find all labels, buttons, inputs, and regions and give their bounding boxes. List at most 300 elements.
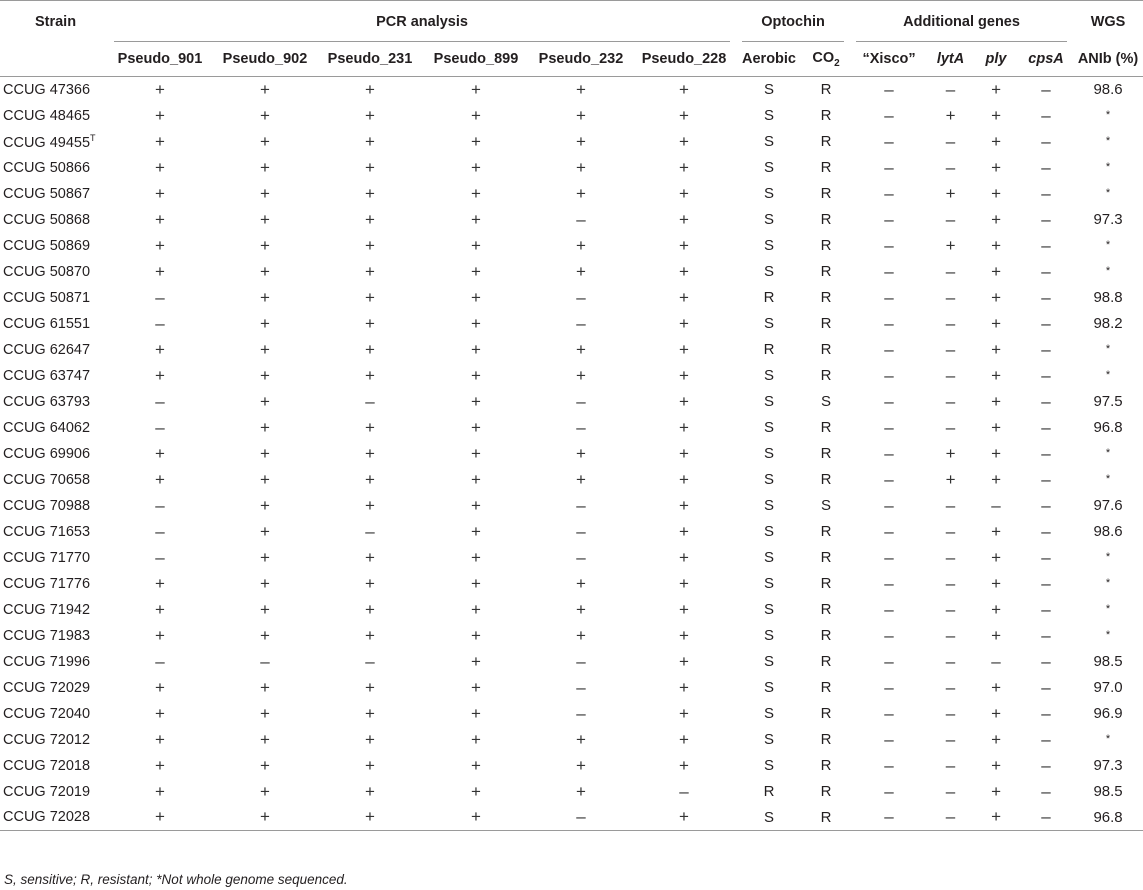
data-cell: + bbox=[471, 417, 481, 437]
data-cell: + bbox=[471, 261, 481, 281]
data-cell: + bbox=[155, 755, 165, 775]
data-cell: + bbox=[155, 79, 165, 99]
data-cell: + bbox=[260, 365, 270, 385]
table-row bbox=[0, 467, 1143, 493]
data-cell: + bbox=[679, 469, 689, 489]
additional-genes-header: Additional genes bbox=[850, 1, 1073, 43]
data-cell: + bbox=[365, 729, 375, 749]
strain-name: CCUG 72029 bbox=[3, 679, 91, 696]
data-cell: R bbox=[820, 107, 832, 124]
data-cell: + bbox=[679, 131, 689, 151]
data-cell: S bbox=[764, 211, 775, 228]
data-cell: + bbox=[576, 339, 586, 359]
data-cell: + bbox=[679, 235, 689, 255]
data-cell: 97.6 bbox=[1093, 497, 1123, 514]
data-cell: – bbox=[884, 495, 894, 515]
data-cell: + bbox=[576, 625, 586, 645]
data-cell: * bbox=[1105, 108, 1111, 121]
data-cell: – bbox=[1041, 313, 1051, 333]
data-cell: + bbox=[991, 105, 1001, 125]
data-cell: * bbox=[1105, 160, 1111, 173]
strain-name: CCUG 69906 bbox=[3, 445, 91, 462]
data-cell: 98.5 bbox=[1093, 653, 1123, 670]
data-cell: – bbox=[945, 209, 956, 229]
strain-name: CCUG 72040 bbox=[3, 705, 91, 722]
data-cell: + bbox=[365, 443, 375, 463]
data-cell: S bbox=[764, 679, 775, 696]
data-cell: – bbox=[576, 417, 586, 437]
data-cell: R bbox=[820, 419, 832, 436]
data-cell: + bbox=[991, 755, 1001, 775]
col-anib: ANIb (%) bbox=[1077, 51, 1139, 67]
data-cell: * bbox=[1105, 576, 1111, 589]
data-cell: R bbox=[820, 237, 832, 254]
data-cell: S bbox=[764, 497, 775, 514]
data-cell: + bbox=[679, 287, 689, 307]
table-row bbox=[0, 233, 1143, 259]
data-cell: + bbox=[155, 157, 165, 177]
strain-name: CCUG 71942 bbox=[3, 601, 91, 618]
data-cell: + bbox=[991, 339, 1001, 359]
data-cell: – bbox=[884, 261, 894, 281]
data-cell: + bbox=[365, 365, 375, 385]
strain-name-cell bbox=[0, 233, 108, 259]
data-cell: R bbox=[820, 341, 832, 358]
strain-name-cell bbox=[0, 623, 108, 649]
data-cell: + bbox=[471, 625, 481, 645]
data-cell: + bbox=[471, 443, 481, 463]
data-cell: R bbox=[820, 263, 832, 280]
strain-name-cell bbox=[0, 103, 108, 129]
data-cell: – bbox=[945, 677, 956, 697]
data-cell: + bbox=[260, 677, 270, 697]
table-row bbox=[0, 545, 1143, 571]
data-cell: – bbox=[945, 703, 956, 723]
optochin-header: Optochin bbox=[736, 1, 850, 43]
col-cpsa: cpsA bbox=[1028, 51, 1064, 67]
data-cell: – bbox=[1041, 339, 1051, 359]
data-cell: R bbox=[820, 315, 832, 332]
data-cell: S bbox=[764, 705, 775, 722]
data-cell: + bbox=[576, 469, 586, 489]
data-cell: + bbox=[576, 365, 586, 385]
data-cell: – bbox=[850, 805, 928, 831]
data-cell: + bbox=[576, 729, 586, 749]
data-cell: + bbox=[679, 703, 689, 723]
data-cell: + bbox=[471, 287, 481, 307]
strain-name: CCUG 50869 bbox=[3, 237, 91, 254]
col-ply: ply bbox=[985, 51, 1007, 67]
data-cell: – bbox=[1041, 105, 1051, 125]
table-row bbox=[0, 753, 1143, 779]
data-cell: – bbox=[1041, 729, 1051, 749]
strain-name-cell bbox=[0, 285, 108, 311]
data-cell: + bbox=[260, 183, 270, 203]
data-cell: + bbox=[576, 235, 586, 255]
data-cell: 96.9 bbox=[1093, 705, 1123, 722]
data-cell: + bbox=[155, 573, 165, 593]
data-cell: S bbox=[764, 627, 775, 644]
data-cell: + bbox=[260, 105, 270, 125]
data-cell: – bbox=[365, 521, 375, 541]
table-row bbox=[0, 779, 1143, 805]
data-cell: – bbox=[884, 755, 894, 775]
table-row bbox=[0, 77, 1143, 103]
data-cell: S bbox=[764, 523, 775, 540]
strain-name-cell bbox=[0, 649, 108, 675]
data-cell: + bbox=[576, 781, 586, 801]
strain-name: CCUG 63793 bbox=[3, 393, 91, 410]
data-cell: – bbox=[945, 599, 956, 619]
data-cell: 97.3 bbox=[1093, 757, 1123, 774]
strain-name: CCUG 72028 bbox=[3, 809, 91, 826]
data-cell: S bbox=[764, 159, 775, 176]
data-cell: + bbox=[471, 183, 481, 203]
data-cell: + bbox=[679, 417, 689, 437]
data-cell: – bbox=[945, 417, 956, 437]
data-cell: 98.5 bbox=[1093, 783, 1123, 800]
data-cell: + bbox=[471, 391, 481, 411]
data-cell: 98.6 bbox=[1093, 523, 1123, 540]
table-row bbox=[0, 259, 1143, 285]
strain-name-cell bbox=[0, 311, 108, 337]
data-cell: R bbox=[802, 805, 850, 831]
data-cell: + bbox=[260, 287, 270, 307]
col-pseudo-899: Pseudo_899 bbox=[433, 51, 519, 67]
data-cell: – bbox=[945, 313, 956, 333]
table-row bbox=[0, 493, 1143, 519]
data-cell: * bbox=[1105, 134, 1111, 147]
data-cell: R bbox=[820, 523, 832, 540]
data-cell: S bbox=[764, 549, 775, 566]
data-cell: + bbox=[991, 443, 1001, 463]
strain-name: CCUG 71996 bbox=[3, 653, 91, 670]
data-cell: + bbox=[679, 313, 689, 333]
strain-name-cell bbox=[0, 181, 108, 207]
data-cell: – bbox=[991, 495, 1001, 515]
data-cell: – bbox=[945, 521, 956, 541]
data-cell: + bbox=[991, 677, 1001, 697]
table-row bbox=[0, 649, 1143, 675]
data-cell: – bbox=[945, 131, 956, 151]
data-cell: S bbox=[736, 805, 802, 831]
data-cell: + bbox=[318, 805, 422, 831]
strain-name-cell bbox=[0, 545, 108, 571]
strain-name-cell bbox=[0, 337, 108, 363]
data-cell: – bbox=[884, 625, 894, 645]
data-cell: + bbox=[991, 625, 1001, 645]
data-cell: + bbox=[576, 79, 586, 99]
data-cell: + bbox=[945, 469, 956, 489]
col-pseudo-232: Pseudo_232 bbox=[538, 51, 624, 67]
data-cell: + bbox=[471, 547, 481, 567]
data-cell: – bbox=[1041, 157, 1051, 177]
strain-subheader-empty bbox=[0, 42, 108, 77]
data-cell: S bbox=[764, 133, 775, 150]
data-cell: + bbox=[365, 287, 375, 307]
data-cell: – bbox=[884, 365, 894, 385]
data-cell: * bbox=[1105, 238, 1111, 251]
data-cell: + bbox=[576, 105, 586, 125]
data-cell: + bbox=[679, 677, 689, 697]
data-cell: R bbox=[820, 471, 832, 488]
data-cell: S bbox=[764, 263, 775, 280]
data-cell: – bbox=[1041, 625, 1051, 645]
data-cell: R bbox=[820, 783, 832, 800]
data-cell: + bbox=[155, 443, 165, 463]
data-cell: + bbox=[260, 703, 270, 723]
strain-name: CCUG 71770 bbox=[3, 549, 91, 566]
data-cell: + bbox=[471, 339, 481, 359]
data-cell: R bbox=[820, 185, 832, 202]
data-cell: – bbox=[155, 391, 165, 411]
data-cell: + bbox=[679, 157, 689, 177]
data-cell: + bbox=[260, 547, 270, 567]
strain-name-cell bbox=[0, 571, 108, 597]
data-cell: S bbox=[764, 653, 775, 670]
strain-name: CCUG 47366 bbox=[3, 81, 91, 98]
data-cell: – bbox=[155, 313, 165, 333]
data-cell: + bbox=[260, 495, 270, 515]
data-cell: 98.8 bbox=[1093, 289, 1123, 306]
data-cell: – bbox=[576, 287, 586, 307]
data-cell: + bbox=[365, 755, 375, 775]
data-cell: + bbox=[991, 365, 1001, 385]
data-cell: + bbox=[155, 703, 165, 723]
data-cell: S bbox=[764, 315, 775, 332]
data-cell: + bbox=[260, 339, 270, 359]
data-cell: + bbox=[365, 131, 375, 151]
strain-name: CCUG 71776 bbox=[3, 575, 91, 592]
data-cell: – bbox=[884, 573, 894, 593]
strain-name: CCUG 63747 bbox=[3, 367, 91, 384]
data-cell: + bbox=[679, 573, 689, 593]
table-row bbox=[0, 129, 1143, 155]
data-cell: + bbox=[260, 131, 270, 151]
data-cell: + bbox=[945, 183, 956, 203]
data-cell: 98.6 bbox=[1093, 81, 1123, 99]
strain-name-cell bbox=[0, 259, 108, 285]
data-cell: R bbox=[820, 601, 832, 618]
data-cell: – bbox=[1041, 781, 1051, 801]
data-cell: – bbox=[884, 547, 894, 567]
data-cell: R bbox=[820, 549, 832, 566]
data-cell: + bbox=[260, 157, 270, 177]
data-cell: + bbox=[365, 781, 375, 801]
data-cell: + bbox=[471, 105, 481, 125]
data-cell: R bbox=[820, 211, 832, 228]
strain-name-cell bbox=[0, 415, 108, 441]
data-cell: – bbox=[945, 547, 956, 567]
data-cell: S bbox=[764, 237, 775, 254]
data-cell: * bbox=[1105, 368, 1111, 381]
data-cell: * bbox=[1105, 550, 1111, 563]
data-cell: + bbox=[365, 469, 375, 489]
data-cell: S bbox=[764, 107, 775, 124]
col-pseudo-228: Pseudo_228 bbox=[641, 51, 727, 67]
data-cell: + bbox=[365, 157, 375, 177]
data-cell: + bbox=[679, 79, 689, 99]
data-cell: + bbox=[576, 599, 586, 619]
data-cell: + bbox=[991, 391, 1001, 411]
data-cell: – bbox=[945, 573, 956, 593]
data-cell: + bbox=[576, 261, 586, 281]
data-cell: – bbox=[884, 79, 894, 99]
data-cell: R bbox=[820, 679, 832, 696]
data-cell: + bbox=[945, 443, 956, 463]
data-cell: + bbox=[471, 521, 481, 541]
table-row bbox=[0, 675, 1143, 701]
data-cell: R bbox=[820, 627, 832, 644]
data-cell: + bbox=[155, 183, 165, 203]
data-cell: + bbox=[679, 755, 689, 775]
data-cell: – bbox=[945, 495, 956, 515]
col-pseudo-901: Pseudo_901 bbox=[117, 51, 203, 67]
table-row bbox=[0, 285, 1143, 311]
strain-name-cell bbox=[0, 77, 108, 103]
data-cell: * bbox=[1105, 472, 1111, 485]
data-cell: + bbox=[155, 677, 165, 697]
data-cell: – bbox=[945, 339, 956, 359]
strain-header: Strain bbox=[0, 1, 108, 43]
data-cell: + bbox=[422, 805, 530, 831]
data-cell: + bbox=[155, 729, 165, 749]
data-cell: – bbox=[1041, 703, 1051, 723]
data-cell: + bbox=[679, 365, 689, 385]
data-cell: – bbox=[991, 651, 1001, 671]
data-cell: – bbox=[1041, 495, 1051, 515]
data-cell: + bbox=[679, 443, 689, 463]
strain-name-cell bbox=[0, 155, 108, 181]
data-cell: – bbox=[576, 651, 586, 671]
table-row bbox=[0, 571, 1143, 597]
data-cell: – bbox=[928, 805, 973, 831]
data-cell: – bbox=[1041, 391, 1051, 411]
data-cell: + bbox=[991, 547, 1001, 567]
data-cell: – bbox=[155, 495, 165, 515]
data-cell: S bbox=[764, 757, 775, 774]
strain-name: CCUG 72019 bbox=[3, 783, 91, 800]
data-cell: – bbox=[576, 209, 586, 229]
data-cell: – bbox=[884, 677, 894, 697]
data-cell: S bbox=[764, 185, 775, 202]
data-cell: + bbox=[576, 183, 586, 203]
data-cell: S bbox=[821, 393, 832, 410]
table-row bbox=[0, 103, 1143, 129]
data-cell: R bbox=[820, 653, 832, 670]
data-cell: + bbox=[471, 157, 481, 177]
strain-name: CCUG 50868 bbox=[3, 211, 91, 228]
data-cell: – bbox=[945, 157, 956, 177]
data-cell: – bbox=[884, 183, 894, 203]
data-cell: – bbox=[1041, 261, 1051, 281]
data-cell: + bbox=[365, 79, 375, 99]
data-cell: 97.5 bbox=[1093, 393, 1123, 410]
data-cell: – bbox=[260, 651, 270, 671]
data-cell: + bbox=[365, 183, 375, 203]
data-cell: + bbox=[155, 469, 165, 489]
data-cell: + bbox=[471, 781, 481, 801]
data-cell: – bbox=[1041, 677, 1051, 697]
data-cell: – bbox=[365, 651, 375, 671]
data-cell: + bbox=[679, 729, 689, 749]
wgs-header: WGS bbox=[1073, 1, 1143, 43]
strain-name: CCUG 50866 bbox=[3, 159, 91, 176]
data-cell: + bbox=[991, 131, 1001, 151]
data-cell: * bbox=[1105, 732, 1111, 745]
data-cell: + bbox=[155, 625, 165, 645]
data-cell: – bbox=[155, 651, 165, 671]
data-cell: + bbox=[991, 781, 1001, 801]
data-cell: + bbox=[260, 469, 270, 489]
data-cell: + bbox=[365, 677, 375, 697]
col-aerobic: Aerobic bbox=[742, 51, 797, 67]
data-cell: – bbox=[945, 391, 956, 411]
data-cell: + bbox=[260, 755, 270, 775]
data-cell: – bbox=[884, 235, 894, 255]
data-cell: – bbox=[884, 417, 894, 437]
data-cell: + bbox=[632, 805, 736, 831]
data-cell: + bbox=[576, 131, 586, 151]
table-body bbox=[0, 77, 1143, 831]
data-cell: – bbox=[945, 287, 956, 307]
table-row bbox=[0, 623, 1143, 649]
data-cell: R bbox=[820, 289, 832, 306]
data-cell: 97.0 bbox=[1093, 679, 1123, 696]
table-row bbox=[0, 441, 1143, 467]
data-cell: – bbox=[884, 157, 894, 177]
pcr-analysis-header: PCR analysis bbox=[108, 1, 736, 43]
data-cell: + bbox=[471, 651, 481, 671]
data-cell: + bbox=[471, 755, 481, 775]
data-cell: S bbox=[764, 575, 775, 592]
data-cell: 97.3 bbox=[1093, 211, 1123, 228]
col-co2 bbox=[802, 42, 850, 77]
data-cell: + bbox=[471, 235, 481, 255]
data-cell: + bbox=[679, 183, 689, 203]
data-cell: + bbox=[679, 651, 689, 671]
data-cell: S bbox=[764, 367, 775, 384]
table-row bbox=[0, 155, 1143, 181]
data-cell: + bbox=[945, 105, 956, 125]
data-cell: + bbox=[260, 261, 270, 281]
table-row bbox=[0, 363, 1143, 389]
data-cell: – bbox=[1019, 805, 1073, 831]
strain-name: CCUG 50867 bbox=[3, 185, 91, 202]
table-footnote: S, sensitive; R, resistant; *Not whole genome sequenced. bbox=[4, 872, 348, 887]
data-cell: – bbox=[576, 495, 586, 515]
data-cell: + bbox=[365, 703, 375, 723]
data-cell: R bbox=[820, 133, 832, 150]
data-cell: + bbox=[471, 79, 481, 99]
data-cell: + bbox=[108, 805, 212, 831]
data-cell: – bbox=[576, 313, 586, 333]
strain-name-cell bbox=[0, 727, 108, 753]
table-row bbox=[0, 701, 1143, 727]
strain-name: CCUG 64062 bbox=[3, 419, 91, 436]
data-cell: + bbox=[260, 209, 270, 229]
co2-base: CO bbox=[812, 49, 835, 66]
data-cell: + bbox=[365, 339, 375, 359]
data-cell: – bbox=[576, 547, 586, 567]
data-cell: 96.8 bbox=[1093, 419, 1123, 436]
table-row bbox=[0, 805, 1143, 831]
strain-name-cell bbox=[0, 753, 108, 779]
data-cell: S bbox=[764, 731, 775, 748]
data-cell: * bbox=[1105, 186, 1111, 199]
data-cell: – bbox=[884, 729, 894, 749]
data-cell: + bbox=[991, 261, 1001, 281]
